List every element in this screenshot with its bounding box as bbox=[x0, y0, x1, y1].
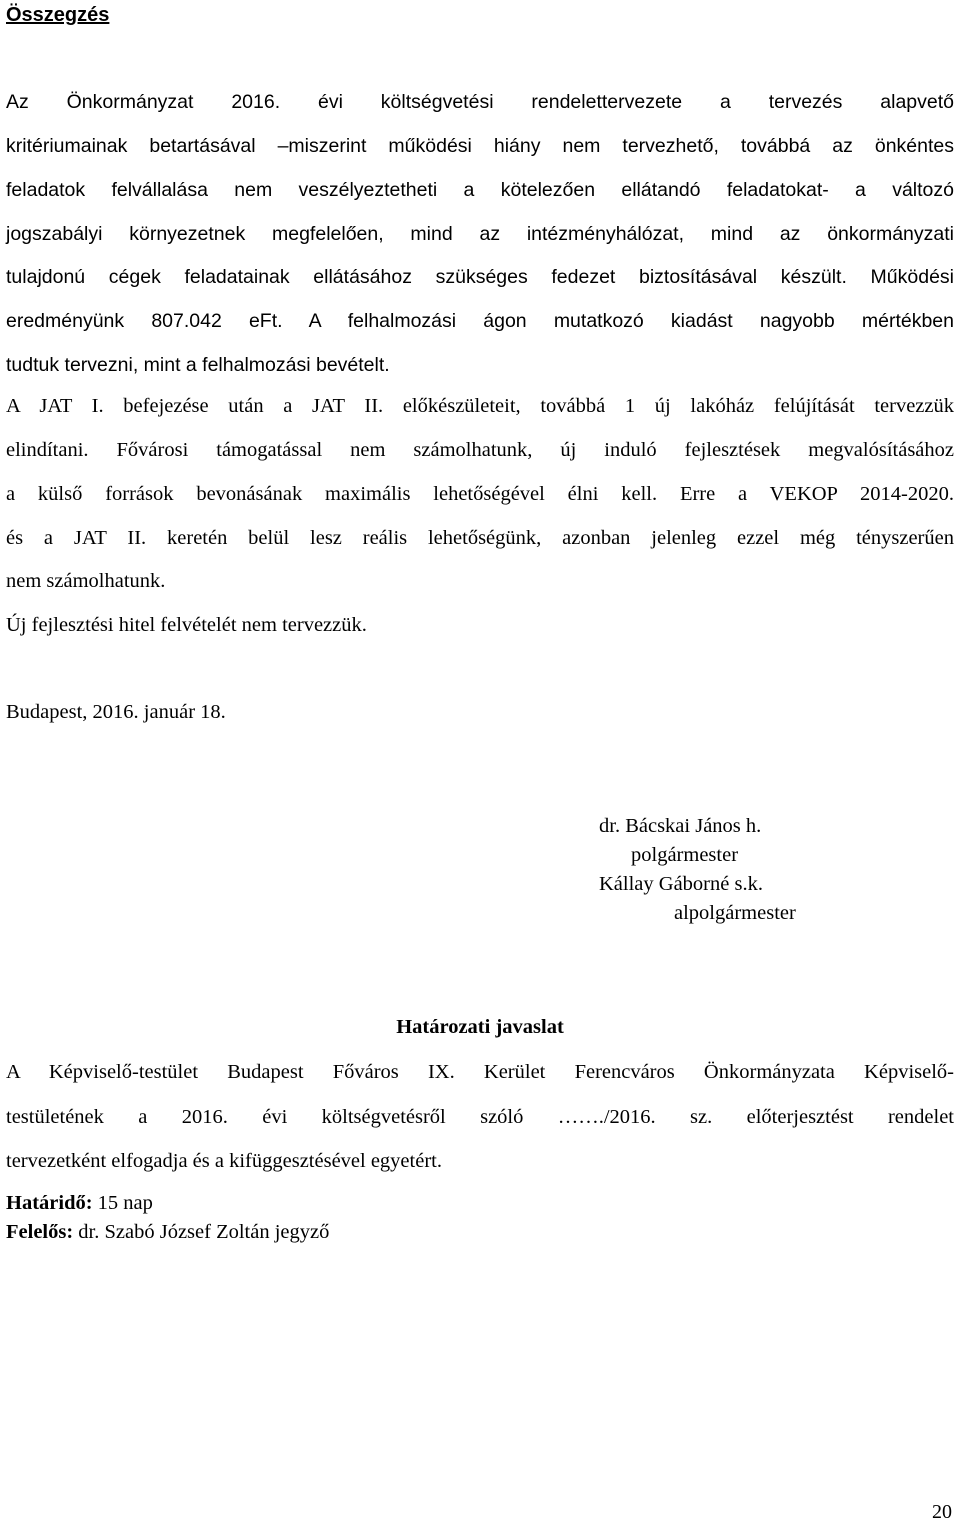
resolution-line: A Képviselő-testület Budapest Főváros IX. Kerület Ferencváros Önkormányzata Képviselő- bbox=[6, 1061, 954, 1083]
summary-line: nem számolhatunk. bbox=[6, 570, 166, 592]
summary-line: a külső források bevonásának maximális lehetőségével élni kell. Erre a VEKOP 2014-2020. bbox=[6, 483, 954, 505]
summary-line: eredményünk 807.042 eFt. A felhalmozási ágon mutatkozó kiadást nagyobb mértékben bbox=[6, 310, 954, 332]
resolution-line: testületének a 2016. évi költségvetésről szóló ……./2016. sz. előterjesztést rendelet bbox=[6, 1106, 954, 1128]
summary-line: és a JAT II. keretén belül lesz reális lehetőségünk, azonban jelenleg ezzel még tényszerűen bbox=[6, 527, 954, 549]
responsible-row bbox=[6, 1221, 329, 1244]
summary-line: tulajdonú cégek feladatainak ellátásához szükséges fedezet biztosításával készült. Működési bbox=[6, 266, 954, 288]
summary-line: tudtuk tervezni, mint a felhalmozási bevételt. bbox=[6, 354, 390, 376]
deadline-row bbox=[6, 1192, 153, 1215]
summary-line: feladatok felvállalása nem veszélyeztetheti a kötelezően ellátandó feladatokat- a változó bbox=[6, 179, 954, 201]
signatory-title: alpolgármester bbox=[674, 902, 796, 924]
summary-line: elindítani. Fővárosi támogatással nem számolhatunk, új induló fejlesztések megvalósításához bbox=[6, 439, 954, 461]
summary-line: jogszabályi környezetnek megfelelően, mind az intézményhálózat, mind az önkormányzati bbox=[6, 223, 954, 245]
signatory-name: dr. Bácskai János h. bbox=[599, 815, 762, 837]
responsible-label: Felelős: bbox=[6, 1221, 74, 1243]
signatory-title: polgármester bbox=[631, 844, 739, 866]
deadline-value: 15 nap bbox=[92, 1192, 153, 1214]
summary-line: Új fejlesztési hitel felvételét nem tervezzük. bbox=[6, 614, 367, 636]
place-date: Budapest, 2016. január 18. bbox=[6, 701, 226, 723]
section-heading: Összegzés bbox=[6, 4, 110, 26]
resolution-title: Határozati javaslat bbox=[396, 1016, 564, 1038]
summary-line: A JAT I. befejezése után a JAT II. előkészületeit, továbbá 1 új lakóház felújítását tervezzük bbox=[6, 395, 954, 417]
resolution-line: tervezetként elfogadja és a kifüggesztésével egyetért. bbox=[6, 1150, 442, 1172]
responsible-value: dr. Szabó József Zoltán jegyző bbox=[73, 1221, 330, 1243]
page-number: 20 bbox=[932, 1501, 952, 1523]
summary-line: Az Önkormányzat 2016. évi költségvetési rendelettervezete a tervezés alapvető bbox=[6, 91, 954, 113]
signatory-name: Kállay Gáborné s.k. bbox=[599, 873, 763, 895]
deadline-label: Határidő: bbox=[6, 1192, 93, 1214]
summary-line: kritériumainak betartásával –miszerint működési hiány nem tervezhető, továbbá az önkéntes bbox=[6, 135, 954, 157]
